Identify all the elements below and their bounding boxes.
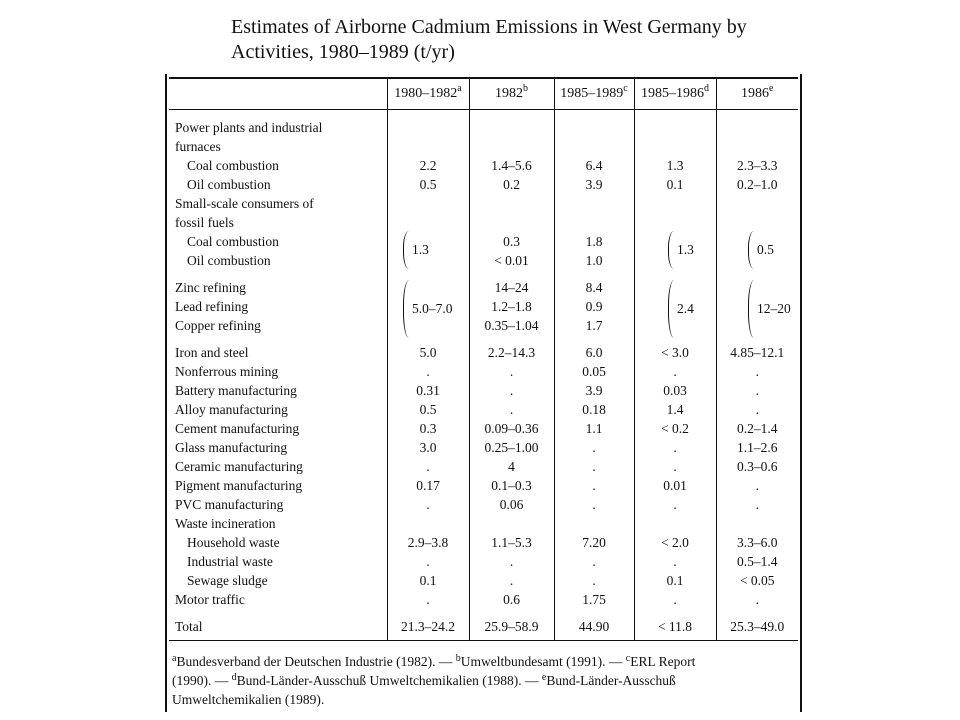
table-row — [169, 251, 798, 270]
total-row — [169, 609, 798, 641]
table-row — [169, 137, 798, 156]
table-row — [169, 552, 798, 571]
table-row — [169, 194, 798, 213]
header-row — [169, 78, 798, 110]
table-row — [169, 232, 798, 251]
table-cell: 0.06 — [469, 495, 554, 514]
table-row — [169, 400, 798, 419]
table-cell: 0.35–1.04 — [469, 316, 554, 335]
footnote-line-1: $^a$Bundesverband der Deutschen Industrie (1982). — $^b$Umweltbundesamt (1991). — $^c$ERL Report — [172, 653, 696, 669]
category-label: Waste incineration — [175, 516, 276, 531]
table-cell: 0.18 — [554, 400, 634, 419]
footnote-line-3: Umweltchemikalien (1989). — [172, 692, 325, 707]
table-cell: . — [554, 457, 634, 476]
emissions-table — [169, 77, 798, 641]
table-cell: 0.31 — [387, 381, 469, 400]
header-col-1986: 1986e — [716, 78, 798, 110]
row-label: Ceramic manufacturing — [175, 459, 303, 474]
table-cell: . — [634, 438, 716, 457]
table-cell: . — [634, 590, 716, 609]
table-row — [169, 335, 798, 362]
row-label: Sewage sludge — [187, 573, 268, 588]
table-cell: . — [554, 552, 634, 571]
table-cell: 3.9 — [554, 381, 634, 400]
table-cell: . — [469, 400, 554, 419]
table-cell: . — [387, 552, 469, 571]
table-cell: 14–24 — [469, 270, 554, 297]
row-label: Iron and steel — [175, 345, 249, 360]
category-label: fossil fuels — [175, 215, 234, 230]
table-cell: 1.75 — [554, 590, 634, 609]
table-row — [169, 270, 798, 297]
table-cell: 25.9–58.9 — [469, 609, 554, 641]
row-label: Total — [169, 609, 387, 641]
header-col-1980-1982: 1980–1982$^a$ — [387, 78, 469, 110]
row-label: Nonferrous mining — [175, 364, 279, 379]
row-label: Oil combustion — [187, 177, 271, 192]
table-cell: 0.3 — [387, 419, 469, 438]
table-cell: . — [469, 552, 554, 571]
table-cell: 1.0 — [554, 251, 634, 270]
table-row — [169, 110, 798, 138]
table-cell: 0.5–1.4 — [716, 552, 798, 571]
row-label: Battery manufacturing — [175, 383, 297, 398]
table-cell: 0.9 — [554, 297, 634, 316]
table-cell: 2.2 — [387, 156, 469, 175]
table-cell: . — [634, 362, 716, 381]
table-title — [231, 15, 831, 65]
row-label: Alloy manufacturing — [175, 402, 288, 417]
row-label: Copper refining — [175, 318, 261, 333]
table-cell: 0.2 — [469, 175, 554, 194]
table-cell: 3.3–6.0 — [716, 533, 798, 552]
row-label: Pigment manufacturing — [175, 478, 303, 493]
table-cell: 0.03 — [634, 381, 716, 400]
table-cell: 0.09–0.36 — [469, 419, 554, 438]
table-row — [169, 297, 798, 316]
row-label: Oil combustion — [187, 253, 271, 268]
table-row — [169, 590, 798, 609]
footnotes — [172, 652, 797, 709]
header-activity — [169, 78, 387, 110]
table-cell: < 0.01 — [469, 251, 554, 270]
category-label: furnaces — [175, 139, 221, 154]
title-line-2: Activities, 1980–1989 (t/yr) — [231, 41, 455, 63]
table-cell: . — [716, 381, 798, 400]
table-cell: . — [634, 552, 716, 571]
bracket-value: 1.3 — [677, 242, 694, 257]
table-row — [169, 362, 798, 381]
table-cell: 21.3–24.2 — [387, 609, 469, 641]
table-cell: 4 — [469, 457, 554, 476]
table-cell: < 11.8 — [634, 609, 716, 641]
bracket-value: 2.4 — [677, 301, 694, 316]
table-cell: 1.4–5.6 — [469, 156, 554, 175]
refining-bracket-1986 — [748, 280, 754, 338]
table-cell: 0.1–0.3 — [469, 476, 554, 495]
table-cell: 1.3 — [634, 156, 716, 175]
table-row — [169, 457, 798, 476]
table-cell: . — [716, 362, 798, 381]
table-cell: 1.1–2.6 — [716, 438, 798, 457]
table-cell: 0.3 — [469, 232, 554, 251]
small-fuel-bracket-1980 — [403, 231, 409, 269]
header-col-1985-1986: 1985–1986$^d$ — [634, 78, 716, 110]
category-label: Small-scale consumers of — [175, 196, 314, 211]
table-cell: . — [469, 362, 554, 381]
bracket-value: 0.5 — [757, 242, 774, 257]
table-cell: 0.25–1.00 — [469, 438, 554, 457]
table-cell: . — [716, 590, 798, 609]
header-col-1982: 1982$^b$ — [469, 78, 554, 110]
table-cell: 0.3–0.6 — [716, 457, 798, 476]
table-cell: 0.2–1.0 — [716, 175, 798, 194]
table-cell: . — [554, 571, 634, 590]
row-label: Zinc refining — [175, 280, 246, 295]
table-row — [169, 419, 798, 438]
row-label: Glass manufacturing — [175, 440, 288, 455]
table-row — [169, 438, 798, 457]
table-cell: 0.2–1.4 — [716, 419, 798, 438]
table-cell: . — [716, 495, 798, 514]
row-label: Coal combustion — [187, 158, 279, 173]
table-cell: 2.3–3.3 — [716, 156, 798, 175]
table-cell: 4.85–12.1 — [716, 335, 798, 362]
table-row — [169, 381, 798, 400]
table-cell: 1.1–5.3 — [469, 533, 554, 552]
table-cell: 1.1 — [554, 419, 634, 438]
table-cell: < 0.2 — [634, 419, 716, 438]
table-cell: 0.01 — [634, 476, 716, 495]
table-row — [169, 495, 798, 514]
title-line-1: Estimates of Airborne Cadmium Emissions in West Germany by — [231, 16, 747, 38]
table-cell: 0.05 — [554, 362, 634, 381]
table-row — [169, 533, 798, 552]
row-label: Lead refining — [175, 299, 249, 314]
table-cell: 3.0 — [387, 438, 469, 457]
bracket-value: 1.3 — [412, 242, 429, 257]
table-cell: . — [634, 495, 716, 514]
row-label: PVC manufacturing — [175, 497, 284, 512]
bracket-value: 12–20 — [757, 301, 791, 316]
row-label: Coal combustion — [187, 234, 279, 249]
row-label: Motor traffic — [175, 592, 245, 607]
table-row — [169, 514, 798, 533]
table-cell: 25.3–49.0 — [716, 609, 798, 641]
bracket-value: 5.0–7.0 — [412, 301, 453, 316]
table-cell: 8.4 — [554, 270, 634, 297]
table-cell: 2.2–14.3 — [469, 335, 554, 362]
table-cell: . — [469, 571, 554, 590]
table-cell: . — [716, 400, 798, 419]
table-cell: 3.9 — [554, 175, 634, 194]
table-cell: 6.4 — [554, 156, 634, 175]
row-label: Cement manufacturing — [175, 421, 300, 436]
small-fuel-bracket-1986 — [748, 231, 754, 269]
table-cell: 0.17 — [387, 476, 469, 495]
table-row — [169, 476, 798, 495]
category-label: Power plants and industrial — [175, 120, 323, 135]
table-cell: . — [469, 381, 554, 400]
refining-bracket-1985-86 — [668, 280, 674, 338]
table-cell: 0.5 — [387, 175, 469, 194]
table-cell: 2.9–3.8 — [387, 533, 469, 552]
table-cell: . — [387, 457, 469, 476]
header-col-1985-1989: 1985–1989$^c$ — [554, 78, 634, 110]
table-row — [169, 316, 798, 335]
table-cell: 5.0 — [387, 335, 469, 362]
row-label: Industrial waste — [187, 554, 273, 569]
table-row — [169, 175, 798, 194]
table-cell: 6.0 — [554, 335, 634, 362]
footnote-line-2: (1990). — $^d$Bund-Länder-Ausschuß Umweltchemikalien (1988). — $^e$Bund-Länder-Ausschuß — [172, 672, 676, 688]
table-cell: 0.1 — [634, 175, 716, 194]
table-cell: . — [634, 457, 716, 476]
table-cell: < 2.0 — [634, 533, 716, 552]
table-cell: 1.8 — [554, 232, 634, 251]
table-cell: < 3.0 — [634, 335, 716, 362]
row-label: Household waste — [187, 535, 280, 550]
table-row — [169, 213, 798, 232]
table-cell: 1.4 — [634, 400, 716, 419]
table-cell: < 0.05 — [716, 571, 798, 590]
table-cell: . — [387, 590, 469, 609]
table-cell: . — [554, 438, 634, 457]
table-cell: 0.1 — [387, 571, 469, 590]
table-cell: 7.20 — [554, 533, 634, 552]
table-cell: . — [554, 476, 634, 495]
table-cell: . — [387, 495, 469, 514]
table-cell: . — [554, 495, 634, 514]
table-cell: 1.7 — [554, 316, 634, 335]
table-cell: 1.2–1.8 — [469, 297, 554, 316]
table-cell: . — [716, 476, 798, 495]
table-cell: 0.6 — [469, 590, 554, 609]
small-fuel-bracket-1985-86 — [668, 231, 674, 269]
table-row — [169, 571, 798, 590]
table-cell: 44.90 — [554, 609, 634, 641]
table-cell: 0.5 — [387, 400, 469, 419]
table-cell: 0.1 — [634, 571, 716, 590]
refining-bracket-1980 — [403, 280, 409, 338]
table-cell: . — [387, 362, 469, 381]
table-row — [169, 156, 798, 175]
